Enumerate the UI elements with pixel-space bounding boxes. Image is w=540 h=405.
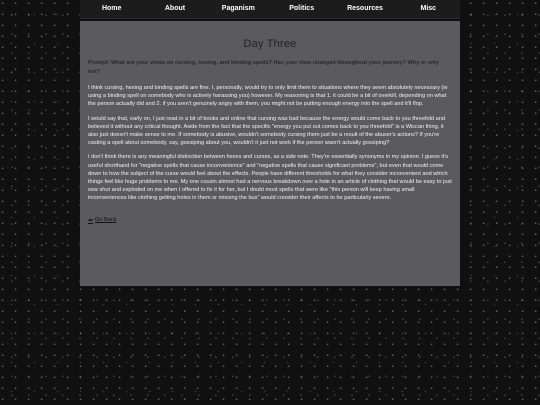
top-nav (80, 0, 460, 19)
nav-politics[interactable]: Politics (289, 5, 315, 12)
nav-resources[interactable]: Resources (347, 5, 383, 12)
content-panel (80, 21, 460, 286)
back-arrow-icon: ⬅ (88, 217, 94, 224)
go-back-link[interactable] (88, 217, 116, 224)
go-back-label: Go Back (95, 217, 117, 224)
nav-misc[interactable]: Misc (420, 5, 437, 12)
paragraph-1: I think cursing, hexing and binding spells are fine. I, personally, would try to only limit them to situations where they seem absolutely necessary (ie using a binding spell on somebody who is actively harassing you) however. My reasoning is that 1. it could be a bit of overkill, depending on what the person actually did and 2. if you aren't genuinely angry with them, you might not be putting enough energy into the spell and it'll flop. (88, 85, 448, 108)
paragraph-3: I don't think there is any meaningful distinction between hexes and curses, as a side note. They're essentially synonyms in my opinion. I guess it's useful shorthand for "negative spells that cause inconvenience" and "negative spells that cause significant problems", but even that would come down to how the subject of the curse would feel about the effects. People have different thresholds for what they consider inconvenient and which things feel like huge problems to me. My one cousin almost had a nervous breakdown over a hole in an article of clothing that would be easy to just sew shut and exploded on me when I offered to fix it for her, but I doubt most spells that were like "this person will keep having small inconveniences like clothing getting holes in them or missing the bus" would consider their affects to be particularly severe. (88, 154, 452, 202)
paragraph-2: I would say that, early on, I just read in a bit of books and online that cursing was bad because the energy would come back to you threefold and believed it without any critical thought. Aside from the fact that the specific "energy you put out comes back to you threefold" is a Wiccan thing, it also just doesn't make sense to me. If somebody is abusive, wouldn't somebody cursing them just be a result of the abuser's actions? If you're casting a spell about somebody, say, gossiping about you, wouldn't it just not work if the person wasn't actually gossiping? (88, 115, 445, 147)
nav-home[interactable]: Home (101, 5, 122, 12)
nav-about[interactable]: About (164, 5, 186, 12)
nav-paganism[interactable]: Paganism (221, 5, 255, 12)
page-title: Day Three (243, 38, 297, 50)
prompt-text: Prompt: What are your views on cursing, hexing, and binding spells? Has your view changed throughout your journey? Why or why not? (88, 60, 439, 75)
